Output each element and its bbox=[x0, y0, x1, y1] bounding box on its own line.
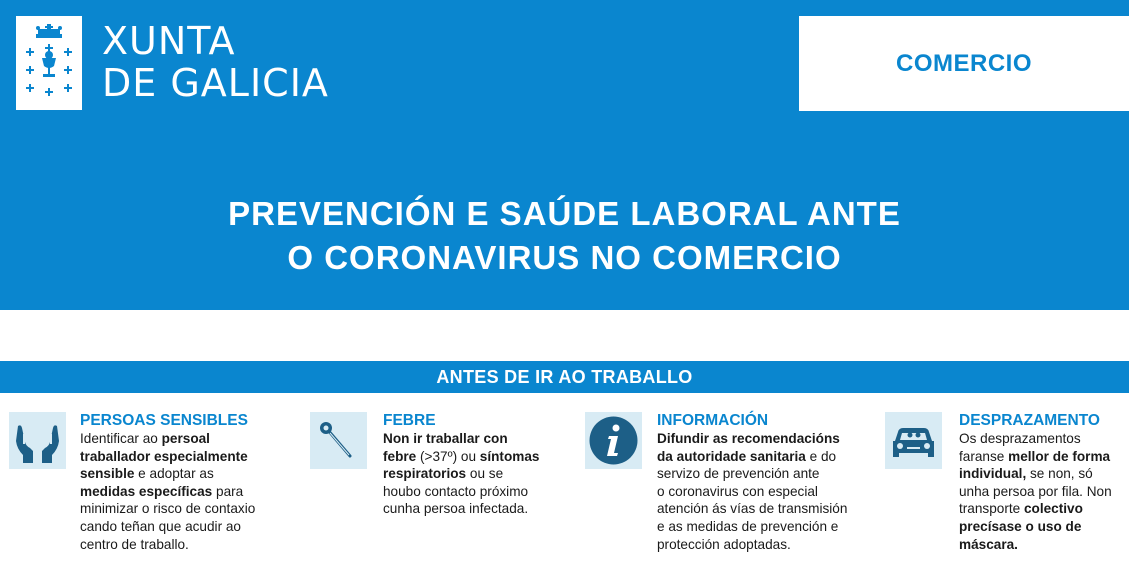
card-text-line bbox=[657, 430, 847, 448]
text-run: unha persoa por fila. Non bbox=[959, 483, 1112, 499]
card-body bbox=[80, 412, 255, 553]
card-text-line bbox=[657, 518, 847, 536]
bold-text-run: respiratorios bbox=[383, 466, 467, 482]
bold-text-run: Difundir as recomendacións bbox=[657, 431, 840, 446]
card-text-line bbox=[657, 448, 847, 466]
text-run: e as medidas de prevención e bbox=[657, 518, 839, 534]
card-text bbox=[80, 430, 255, 553]
bold-text-run: mellor de forma bbox=[1008, 448, 1111, 464]
text-run: (>37º) ou bbox=[416, 448, 480, 464]
card-text-line bbox=[383, 465, 539, 483]
card-text-line bbox=[80, 483, 255, 501]
card-text-line bbox=[80, 518, 255, 536]
text-run: houbo contacto próximo bbox=[383, 483, 529, 499]
logo-line-2: DE GALICIA bbox=[102, 61, 329, 105]
card-text-line bbox=[657, 465, 847, 483]
card-text-line bbox=[959, 536, 1112, 554]
bold-text-run: persoal bbox=[161, 431, 210, 446]
text-run: se non, só bbox=[1026, 466, 1093, 482]
text-run: Os desprazamentos bbox=[959, 431, 1081, 446]
text-run: protección adoptadas. bbox=[657, 536, 791, 552]
card-text-line bbox=[959, 483, 1112, 501]
card-title: DESPRAZAMENTO bbox=[959, 412, 1100, 429]
bold-text-run: Non ir traballar con bbox=[383, 431, 508, 446]
card-body bbox=[657, 412, 847, 553]
page-title-line-2: O CORONAVIRUS NO COMERCIO bbox=[287, 239, 842, 276]
bold-text-run: individual, bbox=[959, 466, 1027, 482]
text-run: para bbox=[212, 483, 244, 499]
card-text-line bbox=[959, 448, 1112, 466]
text-run: minimizar o risco de contaxio bbox=[80, 501, 256, 517]
bold-text-run: da autoridade sanitaria bbox=[657, 448, 806, 464]
hands-icon bbox=[9, 412, 66, 469]
logo-line-1: XUNTA bbox=[102, 19, 236, 63]
card-text-line bbox=[80, 430, 255, 448]
text-run: atención ás vías de transmisión bbox=[657, 501, 848, 517]
text-run: faranse bbox=[959, 448, 1009, 464]
card-text bbox=[959, 430, 1112, 553]
sector-box bbox=[799, 16, 1129, 111]
sector-label: COMERCIO bbox=[896, 49, 1032, 77]
card-text bbox=[657, 430, 847, 553]
card-text-line bbox=[959, 518, 1112, 536]
text-run: Identificar ao bbox=[80, 431, 162, 446]
text-run: e adoptar as bbox=[134, 466, 214, 482]
thermometer-icon bbox=[310, 412, 367, 469]
bold-text-run: colectivo bbox=[1023, 501, 1083, 517]
card-text-line bbox=[657, 500, 847, 518]
card-title: FEBRE bbox=[383, 412, 436, 429]
card-body bbox=[959, 412, 1112, 553]
card-text-line bbox=[383, 483, 539, 501]
text-run: e do bbox=[805, 448, 837, 464]
card-text-line bbox=[657, 536, 847, 554]
card-text-line bbox=[959, 500, 1112, 518]
text-run: transporte bbox=[959, 501, 1024, 517]
card-text-line bbox=[80, 448, 255, 466]
card-text-line bbox=[657, 483, 847, 501]
card-text-line bbox=[383, 430, 539, 448]
text-run: cando teñan que acudir ao bbox=[80, 518, 241, 534]
xunta-coat-of-arms-icon bbox=[16, 16, 82, 110]
card-text-line bbox=[959, 430, 1112, 448]
bold-text-run: febre bbox=[383, 448, 417, 464]
info-icon bbox=[585, 412, 642, 469]
card-text bbox=[383, 430, 539, 518]
bold-text-run: traballador especialmente bbox=[80, 448, 248, 464]
card-body bbox=[383, 412, 539, 518]
card-text-line bbox=[80, 536, 255, 554]
page-title-line-1: PREVENCIÓN E SAÚDE LABORAL ANTE bbox=[228, 195, 901, 232]
text-run: ou se bbox=[466, 466, 504, 482]
card-title: INFORMACIÓN bbox=[657, 412, 769, 429]
bold-text-run: máscara. bbox=[959, 536, 1018, 552]
section-title: ANTES DE IR AO TRABALLO bbox=[436, 366, 693, 387]
card-title: PERSOAS SENSIBLES bbox=[80, 412, 248, 429]
car-icon bbox=[885, 412, 942, 469]
card-text-line bbox=[80, 465, 255, 483]
text-run: cunha persoa infectada. bbox=[383, 501, 529, 517]
text-run: o coronavirus con especial bbox=[657, 483, 818, 499]
section-header bbox=[0, 361, 1129, 393]
xunta-logo-text bbox=[102, 20, 329, 104]
card-text-line bbox=[959, 465, 1112, 483]
card-text-line bbox=[383, 500, 539, 518]
page-title bbox=[0, 192, 1129, 280]
bold-text-run: medidas específicas bbox=[80, 483, 213, 499]
card-text-line bbox=[383, 448, 539, 466]
card-text-line bbox=[80, 500, 255, 518]
text-run: servizo de prevención ante bbox=[657, 466, 820, 482]
bold-text-run: sensible bbox=[80, 466, 135, 482]
bold-text-run: síntomas bbox=[479, 448, 540, 464]
text-run: centro de traballo. bbox=[80, 536, 189, 552]
bold-text-run: precísase o uso de bbox=[959, 518, 1082, 534]
